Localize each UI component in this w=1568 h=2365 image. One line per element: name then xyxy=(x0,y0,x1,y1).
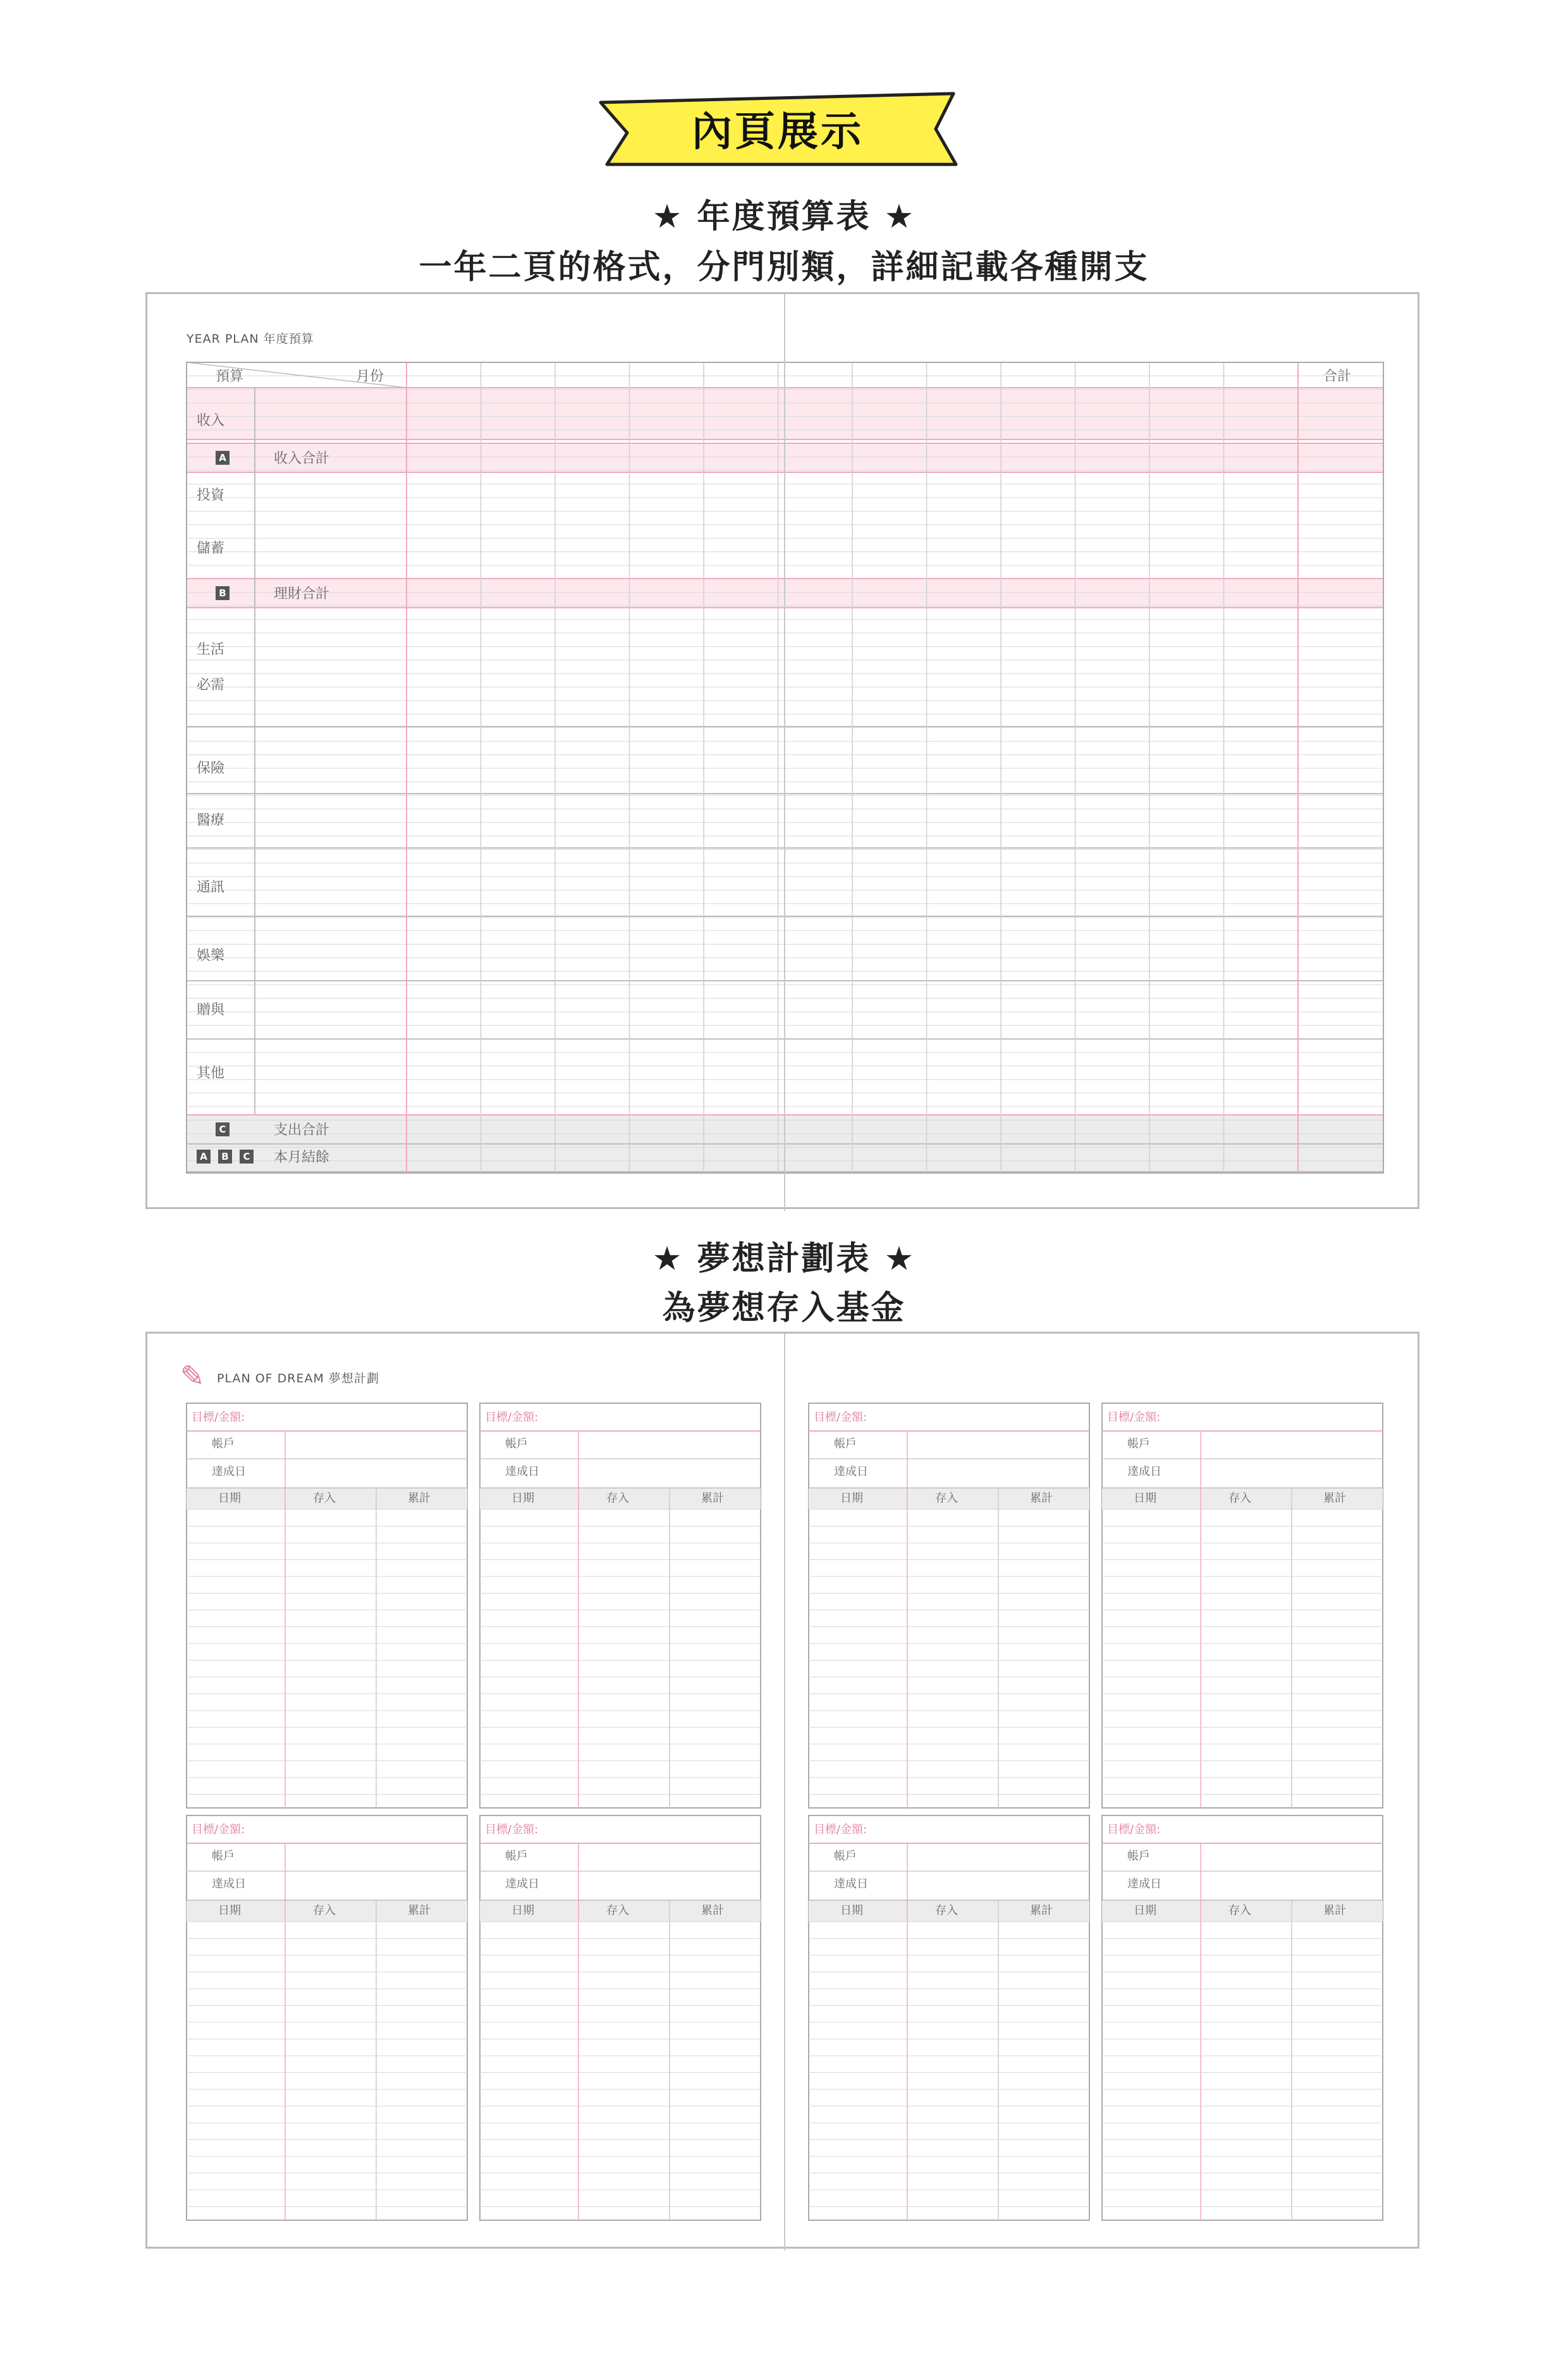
row-living-label-2: 必需 xyxy=(197,677,225,693)
dream-card-col-date: 日期 xyxy=(511,1904,534,1917)
dream-card-frame xyxy=(187,1403,467,1808)
row-insurance-label: 保險 xyxy=(197,761,225,777)
dream-card-account-label: 帳戶 xyxy=(212,1437,235,1451)
dream-card-col-date: 日期 xyxy=(218,1904,241,1917)
row-savings-label: 儲蓄 xyxy=(197,541,225,556)
dream-card-col-deposit: 存入 xyxy=(935,1904,958,1917)
dream-card-col-date: 日期 xyxy=(840,1904,863,1917)
dream-plan-header-label: PLAN OF DREAM 夢想計劃 xyxy=(217,1372,379,1385)
badge-c-2: C xyxy=(240,1150,254,1164)
dream-card-col-cumulative: 累計 xyxy=(408,1904,431,1917)
dream-card-goal-label: 目標/金額: xyxy=(485,1823,539,1836)
dream-card-account-label: 帳戶 xyxy=(1127,1437,1150,1451)
dream-card-col-deposit: 存入 xyxy=(606,1904,629,1917)
row-medical-label: 醫療 xyxy=(197,813,225,828)
pencil-icon: ✎ xyxy=(180,1359,205,1393)
dream-card-col-deposit: 存入 xyxy=(313,1492,336,1505)
dream-card-col-deposit: 存入 xyxy=(1228,1904,1251,1917)
badge-c: C xyxy=(216,1122,230,1136)
dream-card-frame xyxy=(480,1403,761,1808)
row-invest-label: 投資 xyxy=(197,488,225,503)
col-total-label: 合計 xyxy=(1323,369,1352,384)
badge-b: B xyxy=(216,586,230,600)
dream-card-frame xyxy=(809,1403,1089,1808)
col-budget-label: 預算 xyxy=(216,369,244,384)
year-plan-heading: ★ 年度預算表 ★ xyxy=(652,198,916,236)
dream-card-frame xyxy=(1102,1815,1383,2220)
row-living-label: 生活 xyxy=(197,642,225,658)
dream-card-frame xyxy=(480,1815,761,2220)
dream-card-col-cumulative: 累計 xyxy=(1030,1492,1053,1505)
dream-card-date-reached-label: 達成日 xyxy=(834,1465,868,1478)
row-other-label: 其他 xyxy=(197,1066,225,1081)
dream-plan-heading: ★ 夢想計劃表 ★ xyxy=(652,1240,916,1278)
badge-b-2: B xyxy=(218,1150,232,1164)
dream-card-date-reached-label: 達成日 xyxy=(505,1465,539,1478)
dream-card-goal-label: 目標/金額: xyxy=(192,1823,245,1836)
badge-a: A xyxy=(216,451,230,465)
dream-card-col-deposit: 存入 xyxy=(1228,1492,1251,1505)
dream-card-goal-label: 目標/金額: xyxy=(814,1411,867,1424)
dream-card-account-label: 帳戶 xyxy=(505,1437,528,1451)
dream-card-col-cumulative: 累計 xyxy=(408,1492,431,1505)
dream-card-account-label: 帳戶 xyxy=(834,1850,857,1863)
dream-card-goal-label: 目標/金額: xyxy=(1107,1823,1161,1836)
dream-card-frame xyxy=(1102,1403,1383,1808)
dream-card-col-date: 日期 xyxy=(1134,1904,1156,1917)
dream-plan-subheading: 為夢想存入基金 xyxy=(662,1289,906,1327)
dream-card-date-reached-label: 達成日 xyxy=(1127,1877,1161,1891)
dream-card-col-date: 日期 xyxy=(1134,1492,1156,1505)
dream-card-goal-label: 目標/金額: xyxy=(1107,1411,1161,1424)
dream-card-col-cumulative: 累計 xyxy=(701,1492,724,1505)
dream-card-col-cumulative: 累計 xyxy=(701,1904,724,1917)
row-finance-total-label: 理財合計 xyxy=(274,586,330,602)
year-plan-header-label: YEAR PLAN 年度預算 xyxy=(187,332,314,346)
dream-plan-grid xyxy=(147,1334,1421,2251)
row-income-total-label: 收入合計 xyxy=(274,451,330,467)
dream-card-col-cumulative: 累計 xyxy=(1030,1904,1053,1917)
dream-card-date-reached-label: 達成日 xyxy=(212,1877,246,1891)
dream-card-col-deposit: 存入 xyxy=(313,1904,336,1917)
dream-card-date-reached-label: 達成日 xyxy=(212,1465,246,1478)
dream-card-date-reached-label: 達成日 xyxy=(505,1877,539,1891)
row-expense-total-label: 支出合計 xyxy=(274,1122,330,1138)
dream-card-goal-label: 目標/金額: xyxy=(192,1411,245,1424)
row-income-label: 收入 xyxy=(197,413,225,429)
col-month-label: 月份 xyxy=(356,369,384,384)
dream-card-col-date: 日期 xyxy=(218,1492,241,1505)
dream-card-goal-label: 目標/金額: xyxy=(814,1823,867,1836)
dream-card-col-deposit: 存入 xyxy=(606,1492,629,1505)
dream-card-col-deposit: 存入 xyxy=(935,1492,958,1505)
row-gifts-label: 贈與 xyxy=(197,1002,225,1018)
year-plan-spread xyxy=(145,292,1419,1209)
dream-card-goal-label: 目標/金額: xyxy=(485,1411,539,1424)
badge-a-2: A xyxy=(197,1150,211,1164)
dream-card-account-label: 帳戶 xyxy=(1127,1850,1150,1863)
dream-card-account-label: 帳戶 xyxy=(505,1850,528,1863)
row-transport-label: 通訊 xyxy=(197,880,225,895)
year-plan-grid xyxy=(147,294,1421,1211)
row-entertainment-label: 娛樂 xyxy=(197,948,225,964)
dream-card-date-reached-label: 達成日 xyxy=(834,1877,868,1891)
dream-card-col-date: 日期 xyxy=(511,1492,534,1505)
banner-title: 內頁展示 xyxy=(692,108,864,156)
dream-card-date-reached-label: 達成日 xyxy=(1127,1465,1161,1478)
dream-card-col-cumulative: 累計 xyxy=(1323,1904,1346,1917)
dream-plan-spread xyxy=(145,1332,1419,2249)
dream-card-account-label: 帳戶 xyxy=(834,1437,857,1451)
dream-card-col-date: 日期 xyxy=(840,1492,863,1505)
dream-card-frame xyxy=(187,1815,467,2220)
dream-card-account-label: 帳戶 xyxy=(212,1850,235,1863)
row-balance-label: 本月結餘 xyxy=(274,1150,330,1165)
dream-card-frame xyxy=(809,1815,1089,2220)
year-plan-subheading: 一年二頁的格式，分門別類，詳細記載各種開支 xyxy=(419,249,1149,286)
dream-card-col-cumulative: 累計 xyxy=(1323,1492,1346,1505)
